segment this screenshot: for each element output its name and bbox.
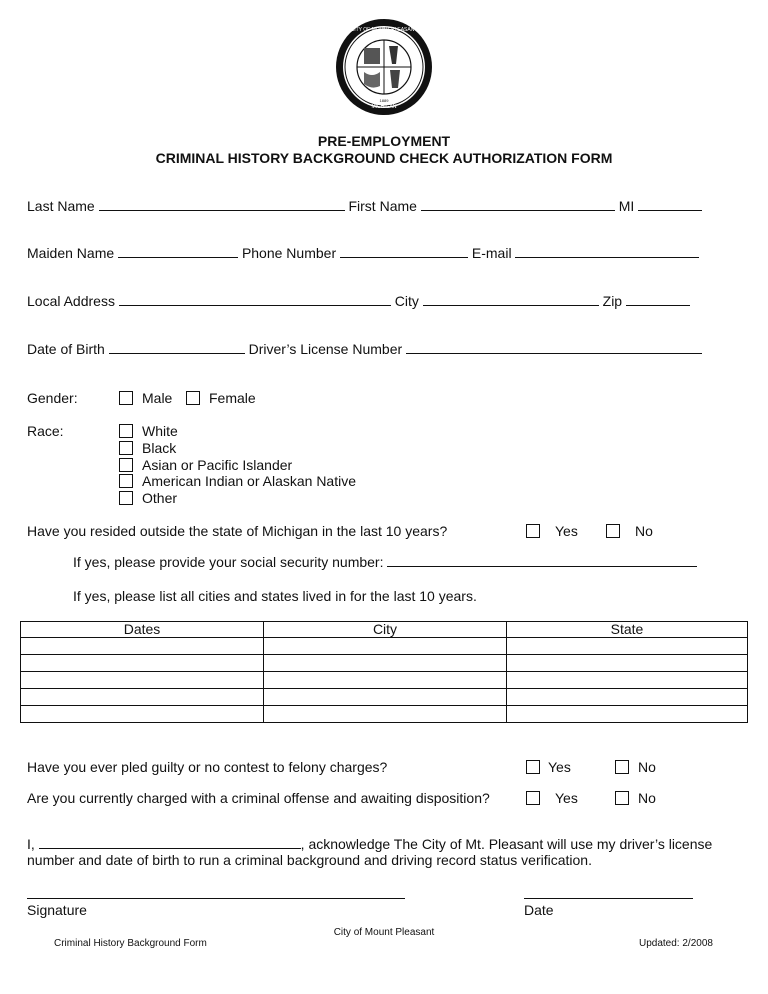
table-row [21,638,748,655]
local-address-row [27,293,690,309]
residence-question: Have you resided outside the state of Michigan in the last 10 years? [27,523,448,539]
city-label: City [394,293,419,309]
local-address-field[interactable] [119,293,391,306]
footer-left: Criminal History Background Form [54,938,207,949]
felony-yes-label: Yes [548,759,571,775]
table-row [21,655,748,672]
gender-male-checkbox[interactable] [119,391,133,405]
table-row [21,672,748,689]
race-black-label: Black [142,440,177,456]
form-title-line2: CRIMINAL HISTORY BACKGROUND CHECK AUTHORIZATION FORM [155,150,613,166]
race-label: Race: [27,423,64,439]
acknowledge-line1 [27,836,712,852]
residence-history-table [20,621,748,723]
table-row [21,689,748,706]
residence-no-checkbox[interactable] [606,524,620,538]
state-cell[interactable] [507,672,748,689]
maiden-name-field[interactable] [118,245,238,258]
state-cell[interactable] [507,706,748,723]
form-title-line1: PRE-EMPLOYMENT [317,133,451,149]
signature-line[interactable] [27,898,405,899]
state-cell[interactable] [507,689,748,706]
maiden-name-label: Maiden Name [27,245,115,261]
residence-no-label: No [635,523,653,539]
dates-cell[interactable] [21,655,264,672]
city-cell[interactable] [264,689,507,706]
svg-text:1889: 1889 [379,98,389,103]
city-column-header: City [264,622,507,638]
ssn-row [73,554,697,570]
race-american-indian-checkbox[interactable] [119,474,133,488]
residence-yes-checkbox[interactable] [526,524,540,538]
last-name-label: Last Name [27,198,95,214]
maiden-name-row [27,245,699,261]
ssn-field[interactable] [387,554,697,567]
cities-prompt: If yes, please list all cities and states lived in for the last 10 years. [73,588,477,604]
state-cell[interactable] [507,638,748,655]
residence-yes-label: Yes [555,523,578,539]
race-american-indian-label: American Indian or Alaskan Native [142,473,356,489]
race-white-checkbox[interactable] [119,424,133,438]
table-row [21,706,748,723]
charged-no-label: No [638,790,656,806]
acknowledge-suffix: , acknowledge The City of Mt. Pleasant will use my driver’s license [300,836,713,852]
race-other-label: Other [142,490,178,506]
race-black-checkbox[interactable] [119,441,133,455]
city-seal [334,18,434,116]
acknowledge-line2: number and date of birth to run a criminal background and driving record status verification. [27,852,592,868]
phone-number-field[interactable] [340,245,468,258]
race-other-checkbox[interactable] [119,491,133,505]
dates-cell[interactable] [21,672,264,689]
date-label: Date [524,902,554,918]
first-name-label: First Name [348,198,417,214]
zip-field[interactable] [626,293,690,306]
date-line[interactable] [524,898,693,899]
charged-yes-checkbox[interactable] [526,791,540,805]
ssn-prompt: If yes, please provide your social security number: [73,554,384,570]
svg-text:MICHIGAN: MICHIGAN [371,104,397,110]
gender-male-label: Male [142,390,173,406]
first-name-field[interactable] [421,198,615,211]
mi-label: MI [618,198,635,214]
gender-label: Gender: [27,390,78,406]
email-field[interactable] [515,245,699,258]
acknowledge-prefix: I, [27,836,35,852]
felony-yes-checkbox[interactable] [526,760,540,774]
drivers-license-field[interactable] [406,341,702,354]
felony-question: Have you ever pled guilty or no contest to felony charges? [27,759,388,775]
race-white-label: White [142,423,178,439]
city-field[interactable] [423,293,599,306]
city-cell[interactable] [264,672,507,689]
charged-question: Are you currently charged with a criminal offense and awaiting disposition? [27,790,490,806]
felony-no-checkbox[interactable] [615,760,629,774]
date-of-birth-label: Date of Birth [27,341,105,357]
last-name-field[interactable] [99,198,345,211]
local-address-label: Local Address [27,293,115,309]
phone-number-label: Phone Number [241,245,337,261]
city-cell[interactable] [264,706,507,723]
race-asian-label: Asian or Pacific Islander [142,457,293,473]
drivers-license-label: Driver’s License Number [248,341,403,357]
signature-label: Signature [27,902,87,918]
city-cell[interactable] [264,638,507,655]
city-cell[interactable] [264,655,507,672]
dob-row [27,341,702,357]
footer-center: City of Mount Pleasant [333,927,435,938]
gender-female-checkbox[interactable] [186,391,200,405]
svg-text:CITY OF MOUNT PLEASANT: CITY OF MOUNT PLEASANT [350,27,418,33]
mi-field[interactable] [638,198,702,211]
zip-label: Zip [602,293,623,309]
date-of-birth-field[interactable] [109,341,245,354]
acknowledge-name-field[interactable] [39,836,301,849]
charged-yes-label: Yes [555,790,578,806]
dates-cell[interactable] [21,706,264,723]
dates-cell[interactable] [21,689,264,706]
email-label: E-mail [471,245,512,261]
gender-female-label: Female [209,390,256,406]
race-asian-checkbox[interactable] [119,458,133,472]
charged-no-checkbox[interactable] [615,791,629,805]
felony-no-label: No [638,759,656,775]
state-cell[interactable] [507,655,748,672]
dates-cell[interactable] [21,638,264,655]
table-header-row [21,622,748,638]
footer-right: Updated: 2/2008 [639,938,713,949]
last-name-row [27,198,702,214]
state-column-header: State [507,622,748,638]
dates-column-header: Dates [21,622,264,638]
